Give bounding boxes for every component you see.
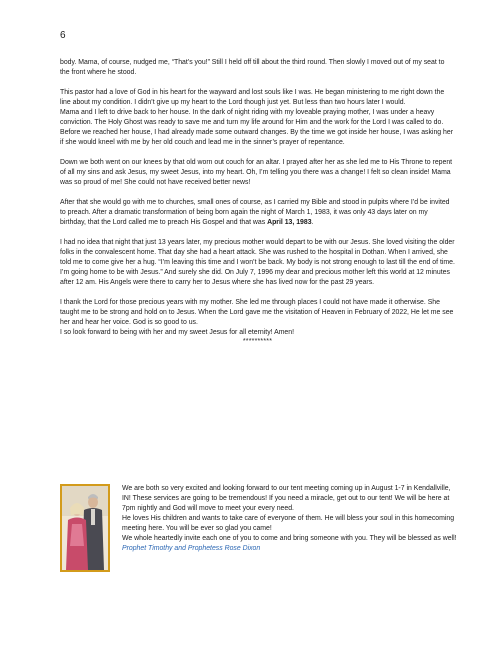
couple-photo xyxy=(60,484,110,572)
couple-photo-illustration xyxy=(62,486,108,570)
paragraph: I so look forward to being with her and my sweet Jesus for all eternity! Amen! xyxy=(60,329,295,336)
body-text xyxy=(60,58,455,346)
paragraph: I had no idea that night that just 13 years later, my precious mother would depart to be with our Jesus. She loved visiting the older folks in the convalescent home. That day she had a heart attack. She was rushed to the hospital in Dothan. When I arrived, she told me to come give her a hug. “I’m leaving this time and I won’t be back. My body is not strong enough to last till the end of time. I’m going home to be with Jesus.” And surely she did. On July 7, 1996 my dear and precious mother left this world at 12 minutes after 12 am. His Angels were there to carry her to Jesus where she has lived now for the past 29 years. xyxy=(60,239,455,286)
invitation-text xyxy=(122,484,457,554)
invitation-paragraph: We are both so very excited and looking forward to our tent meeting coming up in August 1-7 in Kendallville, IN! These services are going to be tremendous! If you need a miracle, get out to our tent! We will be here at 7pm nightly and God will move to meet your every need. xyxy=(122,485,451,512)
paragraph-calling xyxy=(60,198,455,228)
paragraph: Mama and I left to drive back to her house. In the dark of night riding with my loveable praying mother, I was under a heavy conviction. The Holy Ghost was ready to save me and turn my life around for Him and the work for the Lord I was called to do. Before we reached her house, I had already made some outward changes. By the time we got inside her house, I was asking her if she would kneel with me by her old couch and lead me in the sinner’s prayer of repentance. xyxy=(60,109,453,146)
calling-date: April 13, 1983 xyxy=(267,219,312,226)
paragraph: I thank the Lord for those precious years with my mother. She led me through places I could not have made it otherwise. She taught me to be strong and hold on to Jesus. When the Lord gave me the visitation of Heaven in February of 2022, He let me see her and hear her voice. God is so good to us. xyxy=(60,299,454,326)
invitation-paragraph: We whole heartedly invite each one of you to come and bring someone with you. They will be blessed as well! xyxy=(122,535,457,542)
page-number: 6 xyxy=(60,30,66,41)
paragraph: Down we both went on our knees by that old worn out couch for an altar. I prayed after her as she led me to His Throne to repent of all my sins and ask Jesus, my sweet Jesus, into my heart. Oh, I’m telling you there was a change! I felt so clean inside! Mama was so proud of me! She could not have received better news! xyxy=(60,159,453,186)
paragraph: This pastor had a love of God in his heart for the wayward and lost souls like I was. He began ministering to me right down the line about my condition. I didn’t give up my heart to the Lord though just yet. But less than two hours later I would. xyxy=(60,89,445,106)
section-separator: ********** xyxy=(242,338,273,345)
paragraph: body. Mama, of course, nudged me, “That’s you!” Still I held off till about the third round. Then slowly I moved out of my seat to the front where he stood. xyxy=(60,59,445,76)
signature: Prophet Timothy and Prophetess Rose Dixon xyxy=(122,545,261,552)
calling-end: . xyxy=(311,219,314,226)
calling-text: After that she would go with me to churches, small ones of course, as I carried my Bible and stood in pulpits where I’d be invited to preach. After a dramatic transformation of being born again the night of March 1, 1983, it was only 43 days later on my birthday, that the Lord called me to preach His Gospel and that was xyxy=(60,199,450,226)
invitation-paragraph: He loves His children and wants to take care of everyone of them. He will bless your soul in this homecoming meeting here. You will be ever so glad you came! xyxy=(122,515,455,532)
